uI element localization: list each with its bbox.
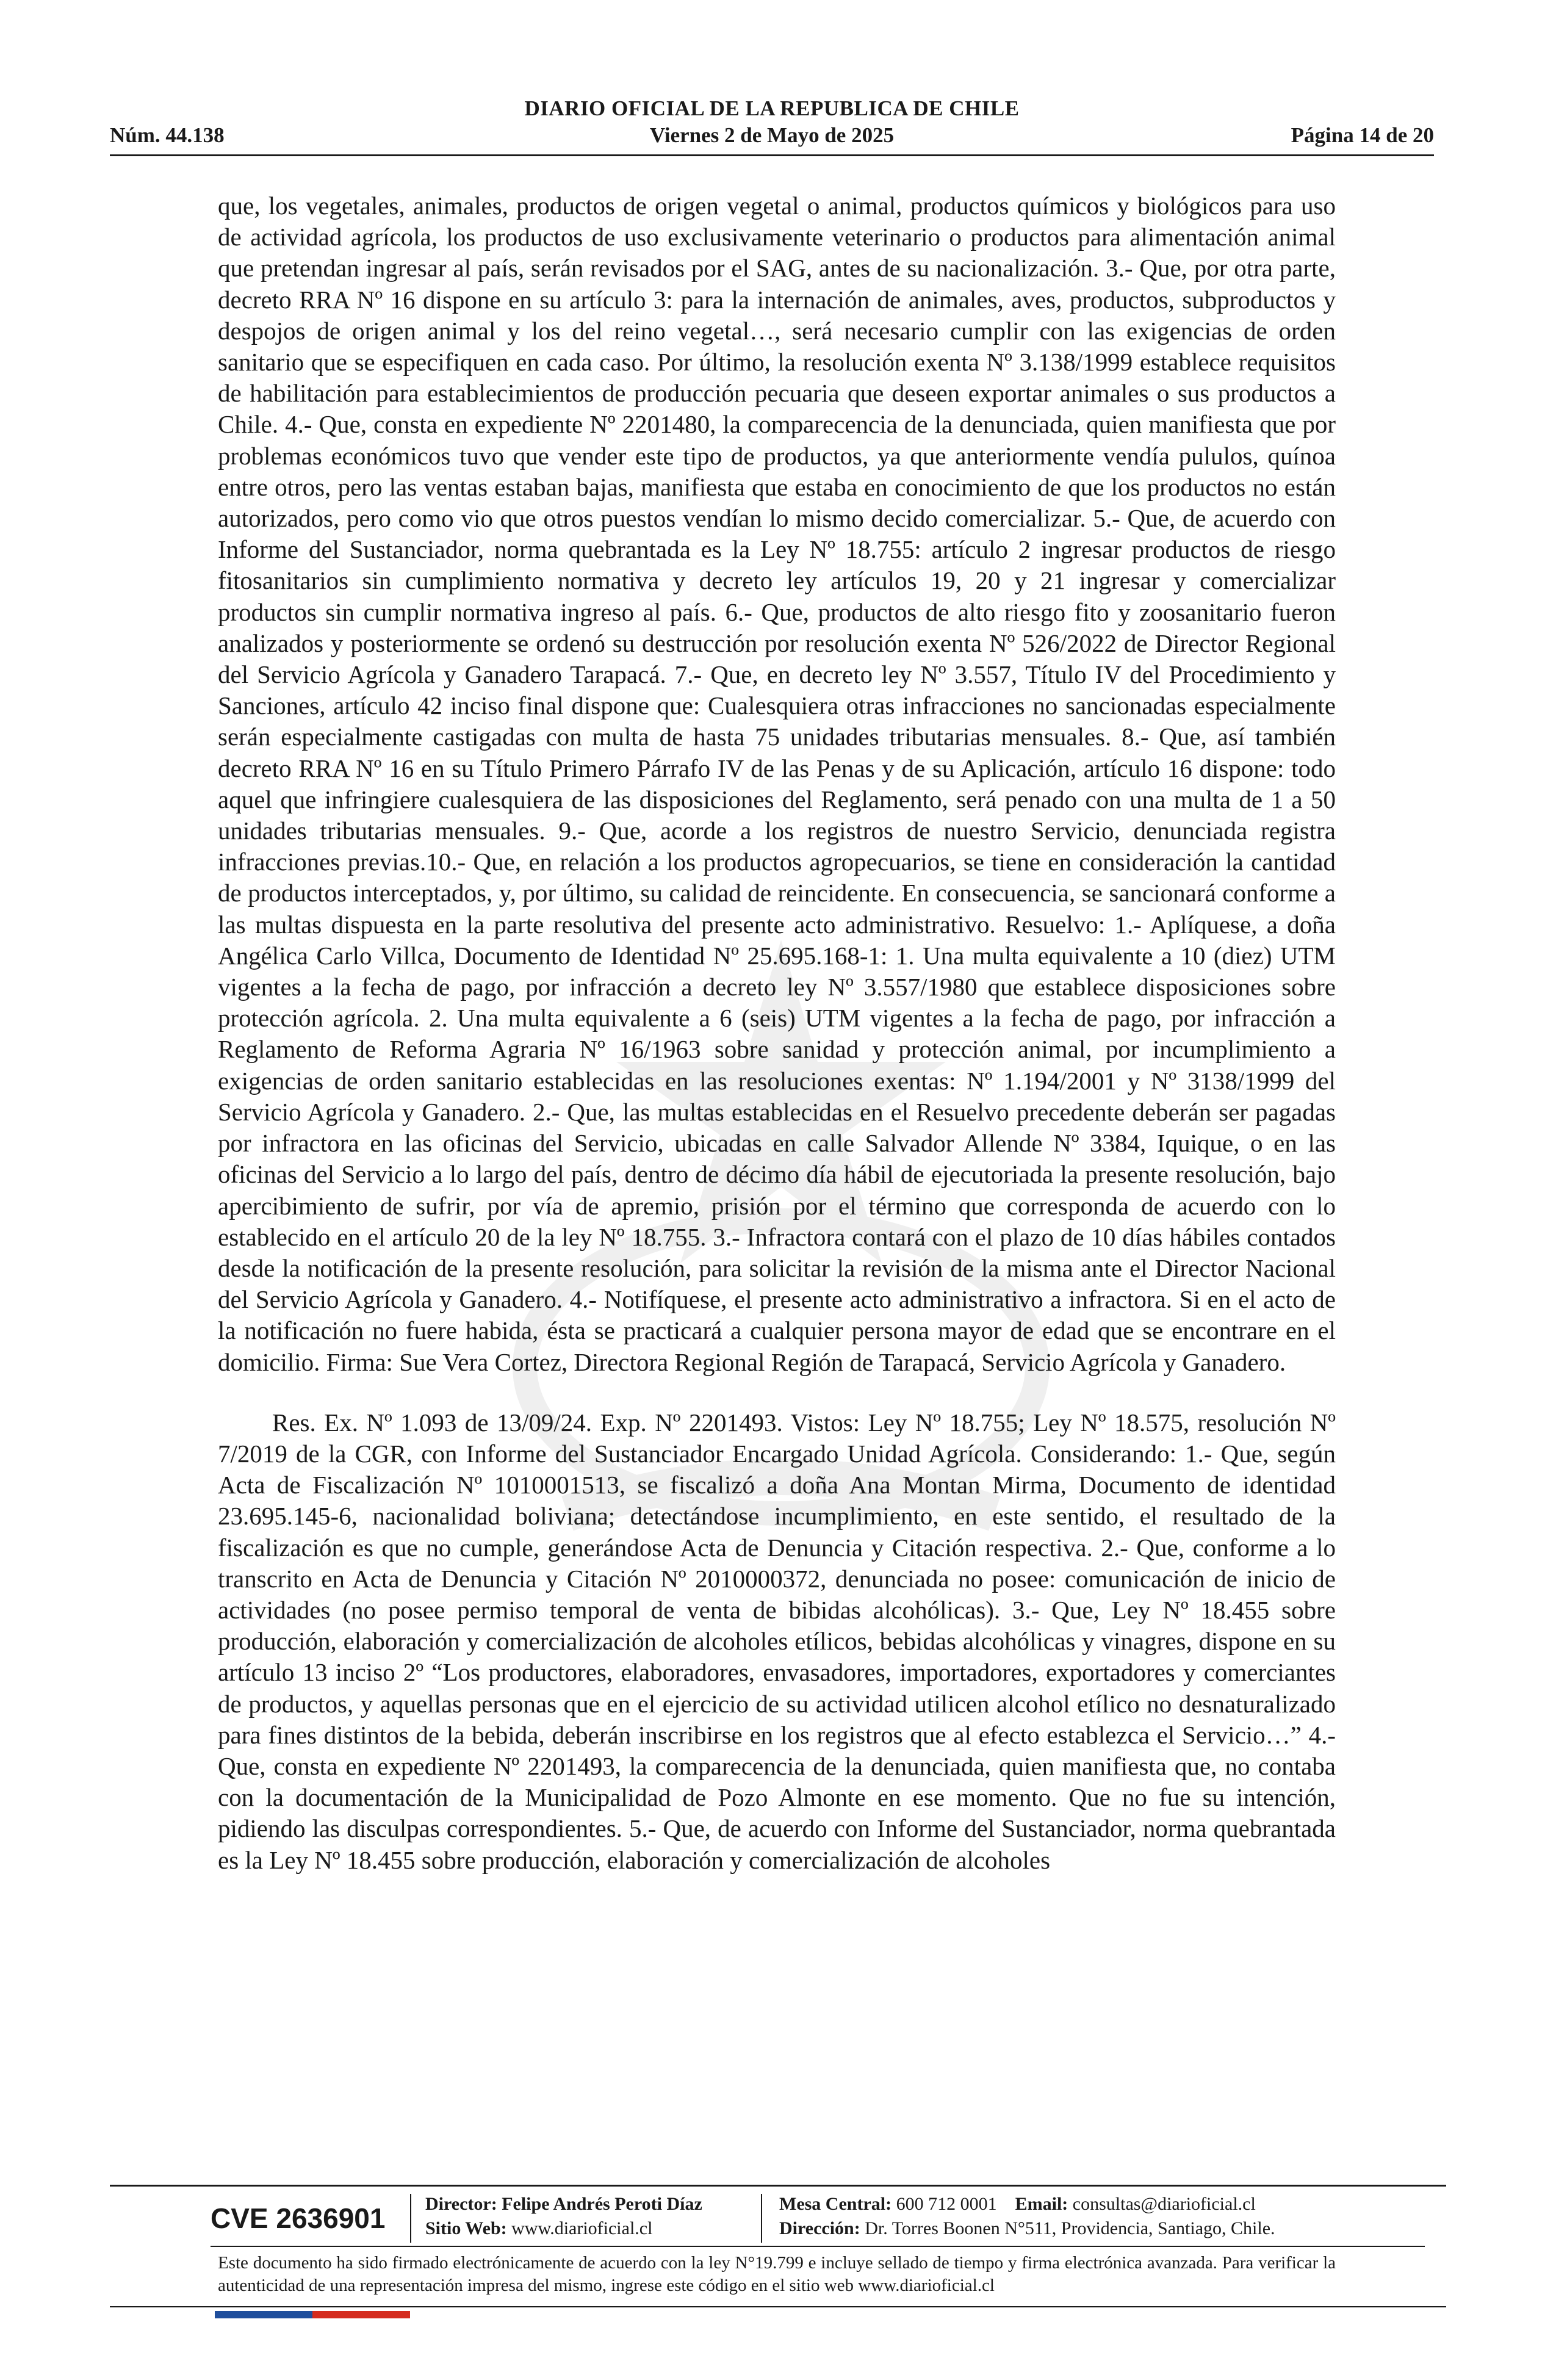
page-header — [110, 92, 1434, 153]
electronic-signature-note: Este documento ha sido firmado electrónicamente de acuerdo con la ley N°19.799 e incluye sellado de tiempo y firma electrónica avanzada. Para verificar la autenticidad de una representación impresa del mismo, ingrese este código en el sitio web www.diarioficial.cl — [218, 2253, 1336, 2295]
phone-number: 600 712 0001 — [896, 2194, 997, 2214]
footer-contact-block — [779, 2192, 1275, 2241]
director-label: Director: — [425, 2194, 497, 2214]
cve-code: CVE 2636901 — [211, 2202, 386, 2234]
flag-stripe-blue — [215, 2311, 312, 2318]
phone-label: Mesa Central: — [779, 2194, 892, 2214]
footer-divider-bottom — [110, 2306, 1446, 2307]
address-text: Dr. Torres Boonen N°511, Providencia, Santiago, Chile. — [865, 2218, 1275, 2238]
footer-divider-top — [110, 2185, 1446, 2187]
header-divider — [110, 154, 1434, 156]
document-body — [218, 190, 1336, 1876]
footer-separator — [761, 2194, 762, 2243]
body-paragraph: Res. Ex. Nº 1.093 de 13/09/24. Exp. Nº 2201493. Vistos: Ley Nº 18.755; Ley Nº 18.575, resolución Nº 7/2019 de la CGR, con Informe del Sustanciador Encargado Unidad Agrícola. Considerando: 1.- Que, según Acta de Fiscalización Nº 1010001513, se fiscalizó a doña Ana Montan Mirma, Documento de identidad 23.695.145-6, nacionalidad boliviana; detectándose incumplimiento, en este sentido, el resultado de la fiscalización es que no cumple, generándose Acta de Denuncia y Citación respectiva. 2.- Que, conforme a lo transcrito en Acta de Denuncia y Citación Nº 2010000372, denunciada no posee: comunicación de inicio de actividades (no posee permiso temporal de venta de bibidas alcohólicas). 3.- Que, Ley Nº 18.455 sobre producción, elaboración y comercialización de alcoholes etílicos, bebidas alcohólicas y vinagres, dispone en su artículo 13 inciso 2º “Los productores, elaboradores, envasadores, importadores, exportadores y comerciantes de productos, y aquellas personas que en el ejercicio de su actividad utilicen alcohol etílico no desnaturalizado para fines distintos de la bebida, deberán inscribirse en los registros que al efecto establezca el Servicio…” 4.- Que, consta en expediente Nº 2201493, la comparecencia de la denunciada, quien manifiesta que, no contaba con la documentación de la Municipalidad de Pozo Almonte en ese momento. Que no fue su intención, pidiendo las disculpas correspondientes. 5.- Que, de acuerdo con Informe del Sustanciador, norma quebrantada es la Ley Nº 18.455 sobre producción, elaboración y comercialización de alcoholes — [218, 1408, 1336, 1874]
footer-divider-mid — [211, 2246, 1425, 2247]
email-link[interactable]: consultas@diarioficial.cl — [1072, 2194, 1256, 2214]
body-paragraph: que, los vegetales, animales, productos de origen vegetal o animal, productos químicos y biológicos para uso de actividad agrícola, los productos de uso exclusivamente veterinario o productos para alimentación animal que pretendan ingresar al país, serán revisados por el SAG, antes de su nacionalización. 3.- Que, por otra parte, decreto RRA Nº 16 dispone en su artículo 3: para la internación de animales, aves, productos, subproductos y despojos de origen animal y los del reino vegetal…, será necesario cumplir con las exigencias de orden sanitario que se especifiquen en cada caso. Por último, la resolución exenta Nº 3.138/1999 establece requisitos de habilitación para establecimientos de producción pecuaria que deseen exportar animales o sus productos a Chile. 4.- Que, consta en expediente Nº 2201480, la comparecencia de la denunciada, quien manifiesta que por problemas económicos tuvo que vender este tipo de productos, ya que anteriormente vendía pululos, quínoa entre otros, pero las ventas estaban bajas, manifiesta que estaba en conocimiento de que los productos no están autorizados, pero como vio que otros puestos vendían lo mismo decido comercializar. 5.- Que, de acuerdo con Informe del Sustanciador, norma quebrantada es la Ley Nº 18.755: artículo 2 ingresar productos de riesgo fitosanitarios sin cumplimiento normativa y decreto ley artículos 19, 20 y 21 ingresar y comercializar productos sin cumplir normativa ingreso al país. 6.- Que, productos de alto riesgo fito y zoosanitario fueron analizados y posteriormente se ordenó su destrucción por resolución exenta Nº 526/2022 de Director Regional del Servicio Agrícola y Ganadero Tarapacá. 7.- Que, en decreto ley Nº 3.557, Título IV del Procedimiento y Sanciones, artículo 42 inciso final dispone que: Cualesquiera otras infracciones no sancionadas especialmente serán especialmente castigadas con multa de hasta 75 unidades tributarias mensuales. 8.- Que, así también decreto RRA Nº 16 en su Título Primero Párrafo IV de las Penas y de su Aplicación, artículo 16 dispone: todo aquel que infringiere cualesquiera de las disposiciones del Reglamento, será penado con una multa de 1 a 50 unidades tributarias mensuales. 9.- Que, acorde a los registros de nuestro Servicio, denunciada registra infracciones previas.10.- Que, en relación a los productos agropecuarios, se tiene en consideración la cantidad de productos interceptados, y, por último, su calidad de reincidente. En consecuencia, se sancionará conforme a las multas dispuesta en la parte resolutiva del presente acto administrativo. Resuelvo: 1.- Aplíquese, a doña Angélica Carlo Villca, Documento de Identidad Nº 25.695.168-1: 1. Una multa equivalente a 10 (diez) UTM vigentes a la fecha de pago, por infracción a decreto ley Nº 3.557/1980 que establece disposiciones sobre protección agrícola. 2. Una multa equivalente a 6 (seis) UTM vigentes a la fecha de pago, por infracción a Reglamento de Reforma Agraria Nº 16/1963 sobre sanidad y protección animal, por incumplimiento a exigencias de orden sanitario establecidas en las resoluciones exentas: Nº 1.194/2001 y Nº 3138/1999 del Servicio Agrícola y Ganadero. 2.- Que, las multas establecidas en el Resuelvo precedente deberán ser pagadas por infractora en las oficinas del Servicio, ubicadas en calle Salvador Allende Nº 3384, Iquique, o en las oficinas del Servicio a lo largo del país, dentro de décimo día hábil de ejecutoriada la presente resolución, bajo apercibimiento de sufrir, por vía de apremio, prisión por el término que corresponda de acuerdo con lo establecido en el artículo 20 de la ley Nº 18.755. 3.- Infractora contará con el plazo de 10 días hábiles contados desde la notificación de la presente resolución, para solicitar la revisión de la misma ante el Director Nacional del Servicio Agrícola y Ganadero. 4.- Notifíquese, el presente acto administrativo a infractora. Si en el acto de la notificación no fuere habida, ésta se practicará a cualquier persona mayor de edad que se encontrare en el domicilio. Firma: Sue Vera Cortez, Directora Regional Región de Tarapacá, Servicio Agrícola y Ganadero. — [218, 192, 1336, 1376]
website-link[interactable]: www.diarioficial.cl — [511, 2218, 653, 2238]
issue-date: Viernes 2 de Mayo de 2025 — [649, 123, 895, 147]
website-label: Sitio Web: — [425, 2218, 507, 2238]
address-label: Dirección: — [779, 2218, 860, 2238]
page-number: Página 14 de 20 — [1291, 123, 1434, 147]
issue-number: Núm. 44.138 — [110, 123, 225, 147]
email-label: Email: — [1015, 2194, 1068, 2214]
publication-title: DIARIO OFICIAL DE LA REPUBLICA DE CHILE — [524, 96, 1020, 120]
footer-separator — [410, 2194, 411, 2243]
footer-director-block — [425, 2192, 702, 2241]
director-name: Felipe Andrés Peroti Díaz — [502, 2194, 702, 2214]
flag-stripe — [215, 2311, 410, 2318]
flag-stripe-red — [312, 2311, 410, 2318]
